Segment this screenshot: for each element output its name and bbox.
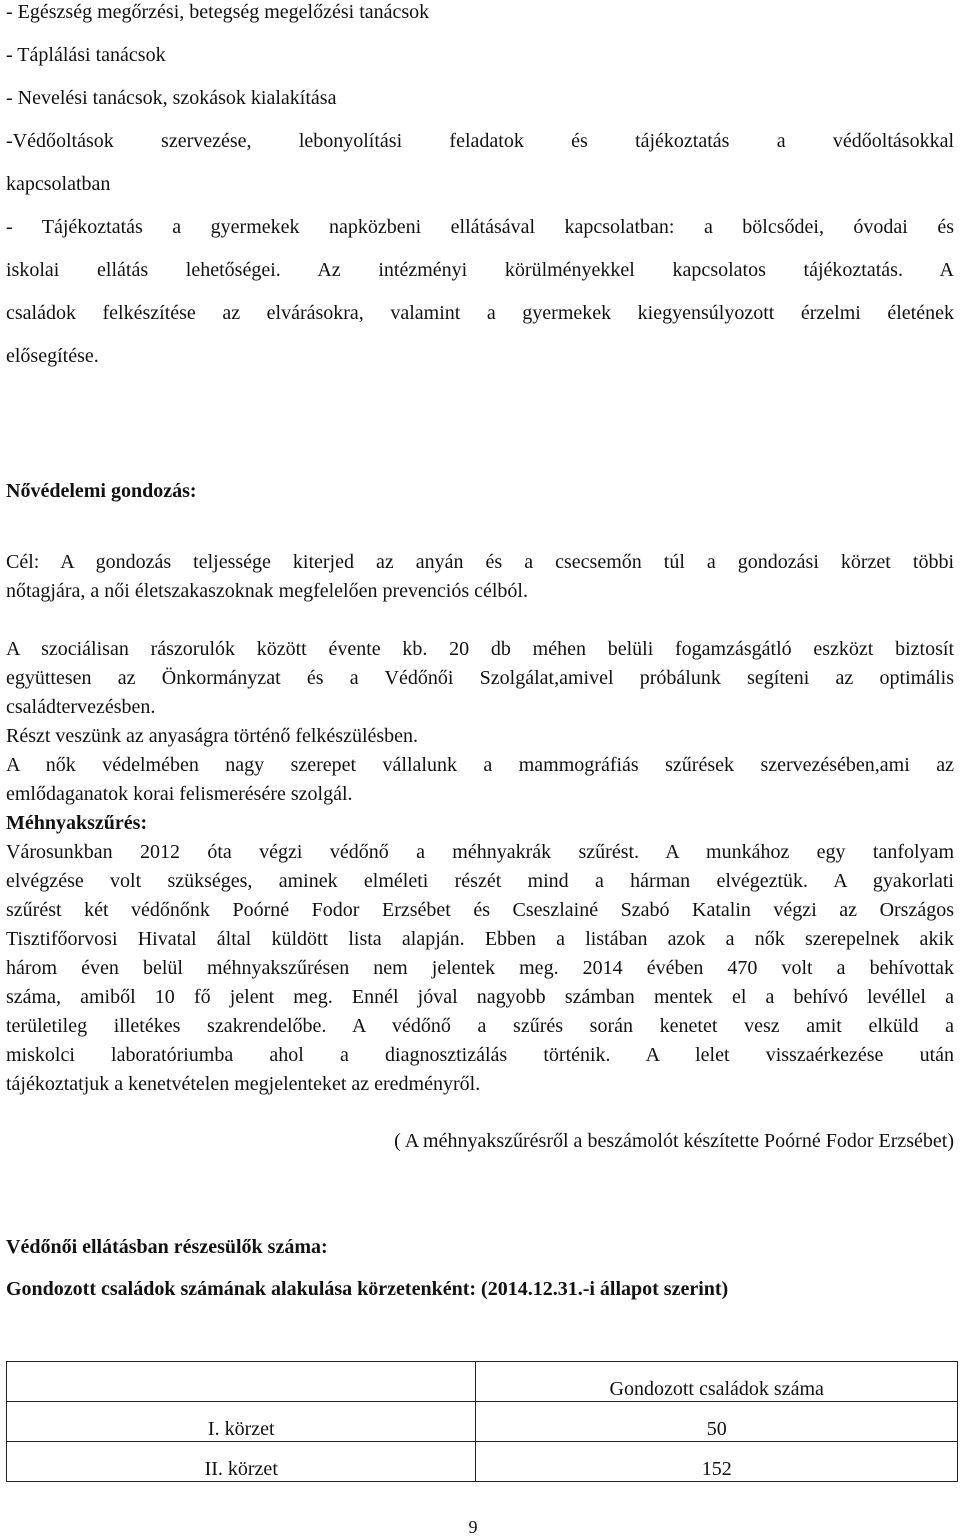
intro-line: -Védőoltások szervezése, lebonyolítási feladatok és tájékoztatás a védőoltásokkal xyxy=(6,130,954,152)
intro-line: - Tájékoztatás a gyermekek napközbeni ellátásával kapcsolatban: a bölcsődei, óvodai és xyxy=(6,216,954,238)
cel-line: Cél: A gondozás teljessége kiterjed az anyán és a csecsemőn túl a gondozási körzet többi xyxy=(6,551,954,573)
table-row xyxy=(7,1442,958,1482)
mehnyak-line: szűrést két védőnőnk Poórné Fodor Erzsébet és Cseszlainé Szabó Katalin végzi az Országos xyxy=(6,899,954,921)
cel-line: nőtagjára, a női életszakaszoknak megfelelően prevenciós célból. xyxy=(6,580,528,602)
mehnyak-line: száma, amiből 10 fő jelent meg. Ennél jóval nagyobb számban mentek el a behívó levéllel a xyxy=(6,986,954,1008)
table-header-cell: Gondozott családok száma xyxy=(476,1362,958,1402)
mehnyak-line: területileg illetékes szakrendelőbe. A védőnő a szűrés során kenetet vesz amit elküld a xyxy=(6,1015,954,1037)
table-cell-count: 50 xyxy=(476,1402,958,1442)
mehnyak-line: Tisztifőorvosi Hivatal által küldött lista alapján. Ebben a listában azok a nők szerepelnek akik xyxy=(6,928,954,950)
table-header-row xyxy=(7,1362,958,1402)
intro-line: kapcsolatban xyxy=(6,173,111,195)
table-header-cell xyxy=(7,1362,476,1402)
body-line: A szociálisan rászorulók között évente kb. 20 db méhen belüli fogamzásgátló eszközt biztosít xyxy=(6,638,954,660)
section-heading-novedelem: Nővédelemi gondozás: xyxy=(6,480,197,502)
intro-line: - Nevelési tanácsok, szokások kialakítása xyxy=(6,87,337,109)
table-cell-district: II. körzet xyxy=(7,1442,476,1482)
mehnyak-line: elvégzése volt szükséges, aminek elméleti részét mind a hárman elvégeztük. A gyakorlati xyxy=(6,870,954,892)
mehnyak-line: miskolci laboratóriumba ahol a diagnosztizálás történik. A lelet visszaérkezése után xyxy=(6,1044,954,1066)
section-heading-vedonoi: Védőnői ellátásban részesülők száma: xyxy=(6,1236,328,1258)
page-number: 9 xyxy=(468,1517,478,1537)
table-row xyxy=(7,1402,958,1442)
mehnyak-line: három éven belül méhnyakszűrésen nem jelentek meg. 2014 évében 470 volt a behívottak xyxy=(6,957,954,979)
intro-line: - Táplálási tanácsok xyxy=(6,44,166,66)
table-cell-district: I. körzet xyxy=(7,1402,476,1442)
families-table xyxy=(6,1361,958,1482)
author-note: ( A méhnyakszűrésről a beszámolót készítette Poórné Fodor Erzsébet) xyxy=(394,1130,954,1152)
mehnyak-line: tájékoztatjuk a kenetvételen megjelenteket az eredményről. xyxy=(6,1073,481,1095)
intro-line: elősegítése. xyxy=(6,345,99,367)
mehnyak-line: Városunkban 2012 óta végzi védőnő a méhnyakrák szűrést. A munkához egy tanfolyam xyxy=(6,841,954,863)
intro-line: családok felkészítése az elvárásokra, valamint a gyermekek kiegyensúlyozott érzelmi életének xyxy=(6,302,954,324)
table-caption: Gondozott családok számának alakulása körzetenként: (2014.12.31.-i állapot szerint) xyxy=(6,1278,729,1300)
section-heading-mehnyak: Méhnyakszűrés: xyxy=(6,812,148,834)
body-line: együttesen az Önkormányzat és a Védőnői Szolgálat,amivel próbálunk segíteni az optimális xyxy=(6,667,954,689)
body-line: Részt veszünk az anyaságra történő felkészülésben. xyxy=(6,725,419,747)
intro-line: - Egészség megőrzési, betegség megelőzési tanácsok xyxy=(6,1,430,23)
body-line: családtervezésben. xyxy=(6,696,156,718)
intro-line: iskolai ellátás lehetőségei. Az intézményi körülményekkel kapcsolatos tájékoztatás. A xyxy=(6,259,954,281)
body-line: emlődaganatok korai felismerésére szolgál. xyxy=(6,783,353,805)
table-cell-count: 152 xyxy=(476,1442,958,1482)
body-line: A nők védelmében nagy szerepet vállalunk a mammográfiás szűrések szervezésében,ami az xyxy=(6,754,954,776)
